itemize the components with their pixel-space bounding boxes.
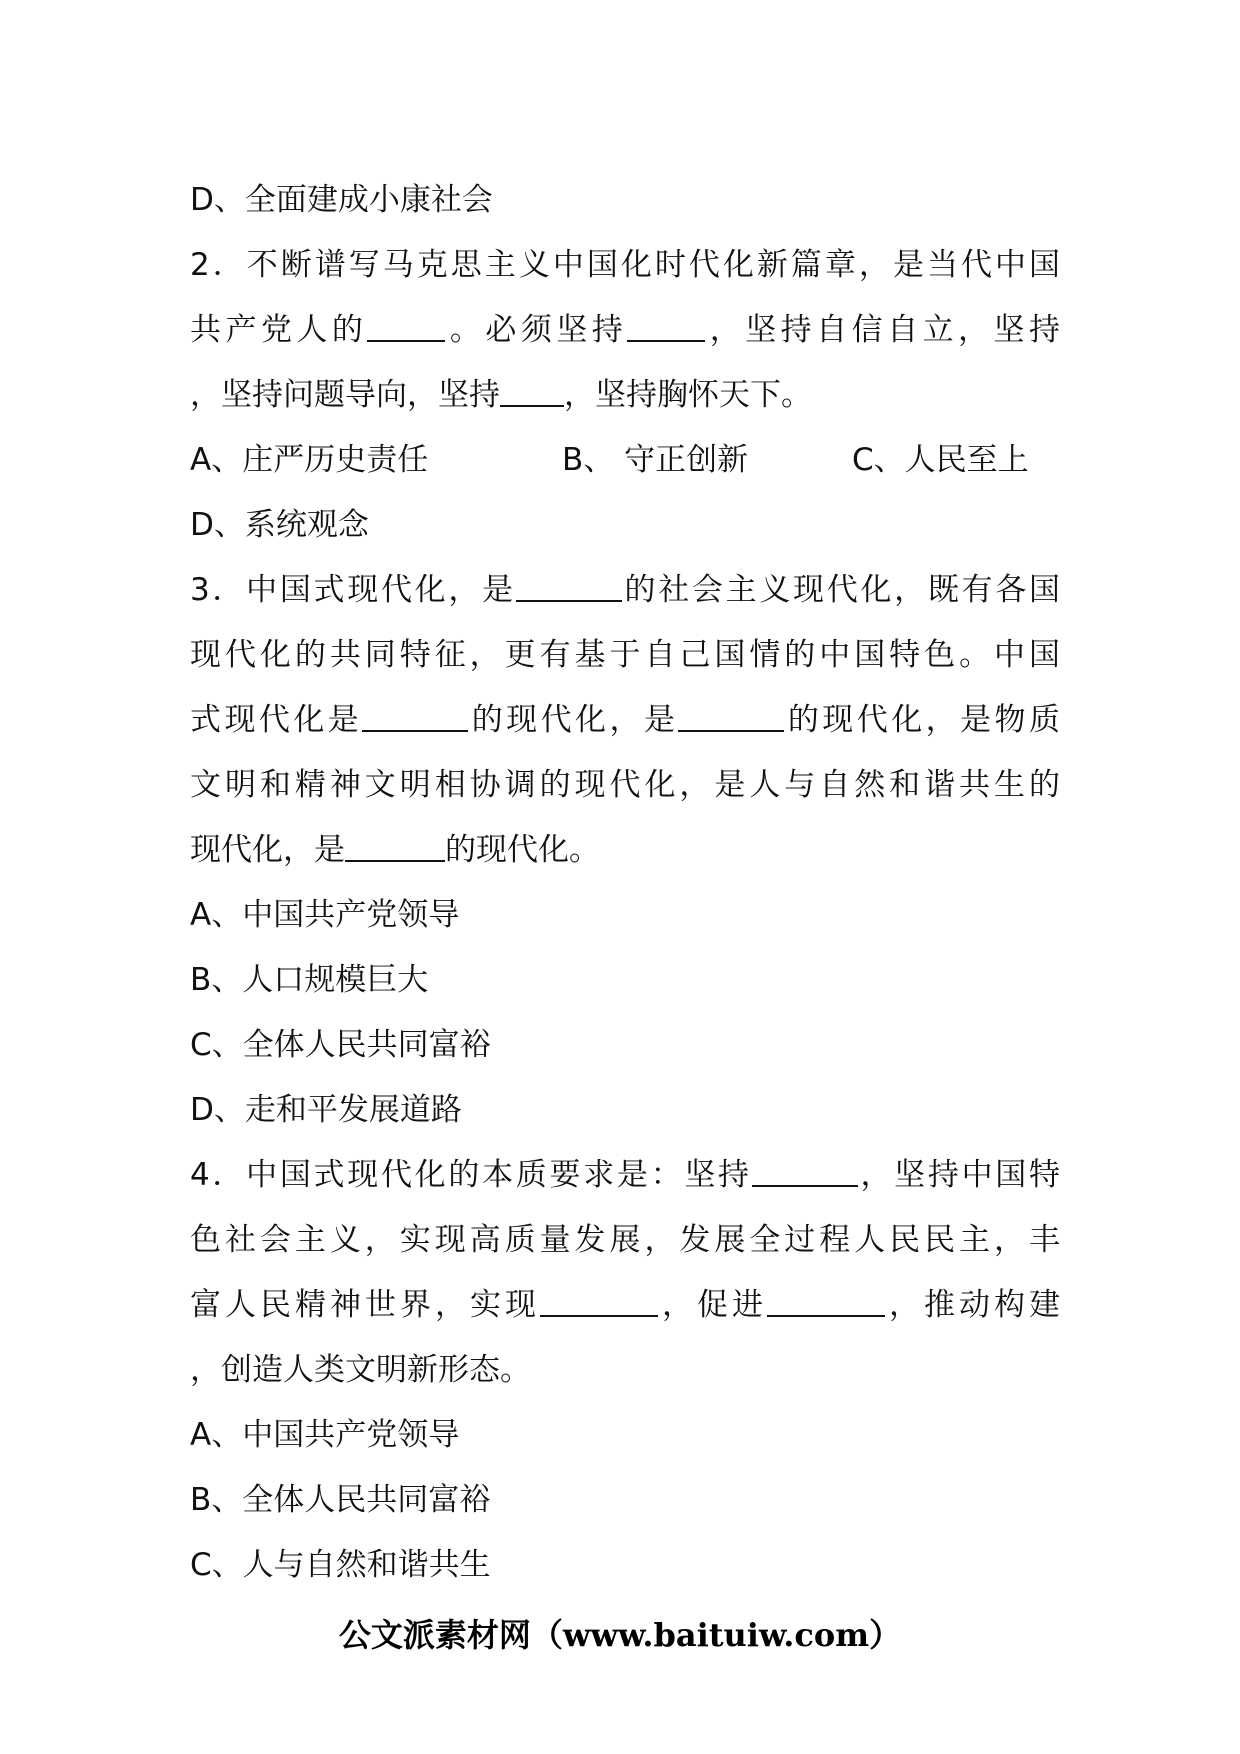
- q4-stem-line-4: [190, 1338, 1060, 1403]
- q3-blank-4: [345, 829, 445, 862]
- q4-option-a-line: [190, 1403, 1060, 1468]
- q4-blank-1: [752, 1154, 858, 1187]
- q3-option-a: A、中国共产党领导: [190, 897, 460, 933]
- q3-blank-1: [516, 569, 622, 602]
- q3-blank-3: [678, 699, 784, 732]
- q2-stem-text-2c: ，坚持自信自立，坚持: [705, 312, 1061, 348]
- q3-stem-text-3b: 的现代化，是: [468, 702, 679, 738]
- q4-option-c-line: [190, 1533, 1060, 1598]
- q4-stem-text-3c: ，推动构建: [885, 1287, 1060, 1323]
- q3-stem-line-3: [190, 688, 1060, 753]
- q3-option-b: B、人口规模巨大: [190, 962, 429, 998]
- q4-blank-2: [540, 1284, 658, 1317]
- q2-stem-text-2a: 共产党人的: [190, 312, 368, 348]
- q4-option-c: C、人与自然和谐共生: [190, 1547, 491, 1583]
- q3-option-d-line: [190, 1078, 1060, 1143]
- q4-stem-text-1b: ，坚持中国特: [857, 1157, 1060, 1193]
- q4-stem-text-1a: 4．中国式现代化的本质要求是：坚持: [190, 1157, 752, 1193]
- q4-stem-text-2: 色社会主义，实现高质量发展，发展全过程人民民主，丰: [190, 1222, 1060, 1258]
- q3-stem-line-5: [190, 818, 1060, 883]
- footer-text: 公文派素材网（www.baituiw.com）: [338, 1616, 902, 1654]
- q2-stem-line-3: [190, 363, 1060, 428]
- q2-blank-3: [500, 374, 564, 407]
- q1-option-d: [190, 168, 1060, 233]
- q3-stem-line-1: [190, 558, 1060, 623]
- page-footer-watermark: [0, 1610, 1240, 1656]
- q3-stem-text-5b: 的现代化。: [445, 832, 600, 868]
- q2-stem-text-2b: 。必须坚持: [445, 312, 628, 348]
- q2-blank-2: [627, 309, 705, 342]
- q2-stem-text-1: 2．不断谱写马克思主义中国化时代化新篇章，是当代中国: [190, 247, 1060, 283]
- q4-blank-3: [767, 1284, 885, 1317]
- q2-options-row: [190, 428, 1060, 493]
- q3-blank-2: [362, 699, 468, 732]
- q4-option-b-line: [190, 1468, 1060, 1533]
- q3-stem-text-2: 现代化的共同特征，更有基于自己国情的中国特色。中国: [190, 637, 1060, 673]
- q4-stem-line-1: [190, 1143, 1060, 1208]
- q3-stem-text-5a: 现代化，是: [190, 832, 345, 868]
- document-body: [190, 168, 1060, 1598]
- q3-option-c: C、全体人民共同富裕: [190, 1027, 491, 1063]
- q3-stem-text-1a: 3．中国式现代化，是: [190, 572, 516, 608]
- q4-option-a: A、中国共产党领导: [190, 1417, 460, 1453]
- q3-stem-line-4: [190, 753, 1060, 818]
- q4-stem-text-3b: ，促进: [658, 1287, 767, 1323]
- q4-stem-text-4: ，创造人类文明新形态。: [190, 1352, 531, 1388]
- q2-option-c: C、人民至上: [852, 442, 1029, 478]
- q3-stem-text-1b: 的社会主义现代化，既有各国: [621, 572, 1060, 608]
- q3-option-c-line: [190, 1013, 1060, 1078]
- q3-stem-text-3a: 式现代化是: [190, 702, 363, 738]
- q1-option-d-text: D、全面建成小康社会: [190, 182, 493, 218]
- q4-stem-line-3: [190, 1273, 1060, 1338]
- q3-stem-text-4: 文明和精神文明相协调的现代化，是人与自然和谐共生的: [190, 767, 1060, 803]
- q3-option-d: D、走和平发展道路: [190, 1092, 462, 1128]
- q2-stem-text-3b: ，坚持胸怀天下。: [564, 377, 812, 413]
- q2-option-d: D、系统观念: [190, 507, 369, 543]
- q4-stem-text-3a: 富人民精神世界，实现: [190, 1287, 540, 1323]
- q4-stem-line-2: [190, 1208, 1060, 1273]
- q3-stem-line-2: [190, 623, 1060, 688]
- q2-blank-1: [367, 309, 445, 342]
- q2-option-a: A、庄严历史责任: [190, 442, 429, 478]
- q2-stem-line-1: [190, 233, 1060, 298]
- q2-option-b: B、 守正创新: [562, 442, 749, 478]
- q2-stem-text-3a: ，坚持问题导向，坚持: [190, 377, 500, 413]
- q4-option-b: B、全体人民共同富裕: [190, 1482, 491, 1518]
- q2-stem-line-2: [190, 298, 1060, 363]
- q2-option-d-line: [190, 493, 1060, 558]
- q3-option-a-line: [190, 883, 1060, 948]
- q3-option-b-line: [190, 948, 1060, 1013]
- q3-stem-text-3c: 的现代化，是物质: [784, 702, 1061, 738]
